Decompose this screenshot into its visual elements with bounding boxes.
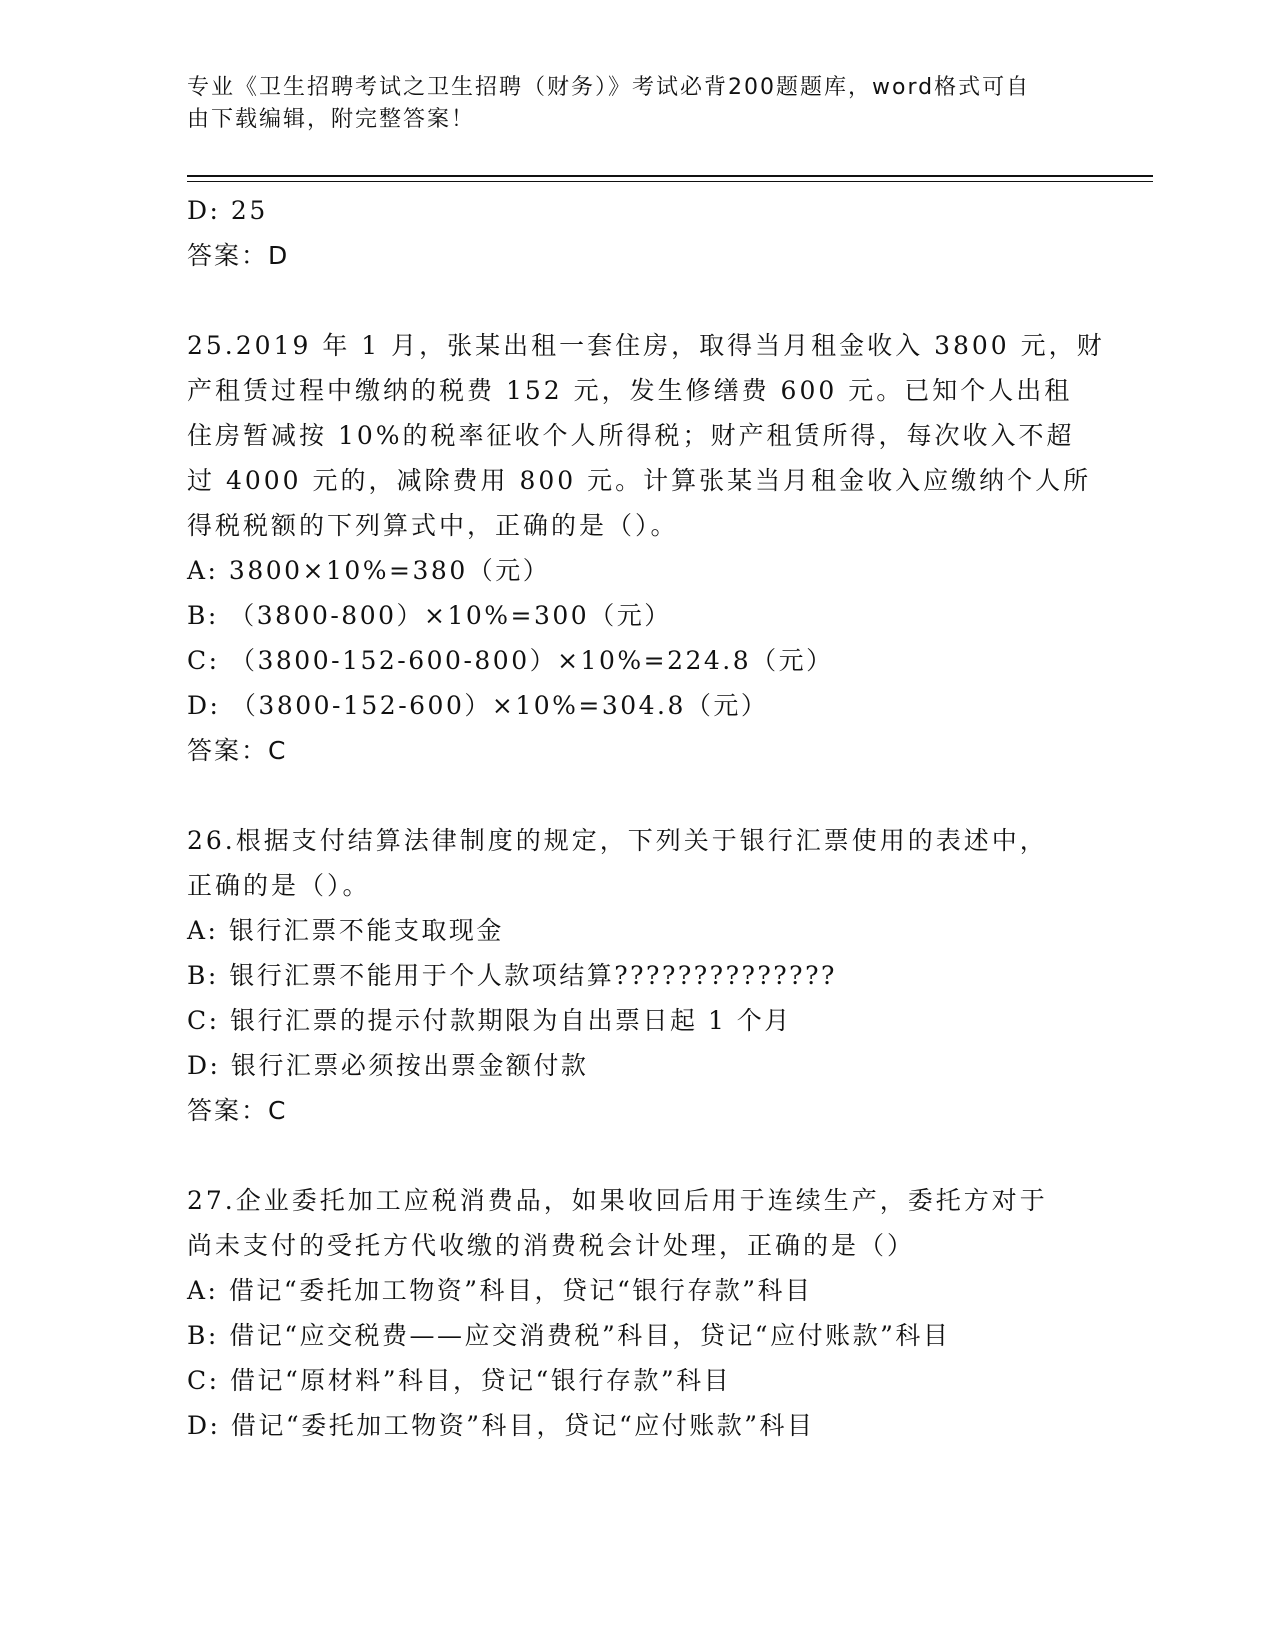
- question-stem-line: 27.企业委托加工应税消费品，如果收回后用于连续生产，委托方对于: [187, 1186, 1048, 1215]
- option-b: B: 银行汇票不能用于个人款项结算??????????????: [187, 961, 837, 990]
- option-b: B: （3800-800）×10%=300（元）: [187, 601, 672, 630]
- question-stem-line: 尚未支付的受托方代收缴的消费税会计处理，正确的是（）: [187, 1231, 916, 1260]
- question-stem-line: 住房暂减按 10%的税率征收个人所得税；财产租赁所得，每次收入不超: [187, 421, 1075, 450]
- previous-question-tail: [187, 188, 1087, 278]
- option-a: A: 借记“委托加工物资”科目，贷记“银行存款”科目: [187, 1276, 813, 1305]
- option-c: C: 借记“原材料”科目，贷记“银行存款”科目: [187, 1366, 732, 1395]
- page-header: [187, 72, 1087, 136]
- question-25: [187, 323, 1105, 773]
- option-d: D: （3800-152-600）×10%=304.8（元）: [187, 691, 769, 720]
- option-c: C: （3800-152-600-800）×10%=224.8（元）: [187, 646, 834, 675]
- question-stem-line: 得税税额的下列算式中，正确的是（）。: [187, 511, 679, 540]
- option-a: A: 3800×10%=380（元）: [187, 556, 551, 585]
- header-divider-thin: [187, 181, 1153, 182]
- header-divider-thick: [187, 175, 1153, 177]
- option-d: D: 借记“委托加工物资”科目，贷记“应付账款”科目: [187, 1411, 815, 1440]
- option-b: B: 借记“应交税费——应交消费税”科目，贷记“应付账款”科目: [187, 1321, 951, 1350]
- option-d: D: 25: [187, 196, 268, 225]
- question-26: [187, 818, 1087, 1133]
- option-a: A: 银行汇票不能支取现金: [187, 916, 504, 945]
- option-d: D: 银行汇票必须按出票金额付款: [187, 1051, 589, 1080]
- answer-line: 答案：D: [187, 241, 290, 270]
- question-stem-line: 正确的是（）。: [187, 871, 371, 900]
- answer-line: 答案：C: [187, 1096, 288, 1125]
- question-stem-line: 过 4000 元的，减除费用 800 元。计算张某当月租金收入应缴纳个人所: [187, 466, 1092, 495]
- header-line-2: 由下载编辑，附完整答案！: [187, 107, 476, 132]
- option-c: C: 银行汇票的提示付款期限为自出票日起 1 个月: [187, 1006, 792, 1035]
- question-stem-line: 产租赁过程中缴纳的税费 152 元，发生修缮费 600 元。已知个人出租: [187, 376, 1073, 405]
- document-body: [187, 188, 1105, 1448]
- answer-line: 答案：C: [187, 736, 288, 765]
- header-line-1: 专业《卫生招聘考试之卫生招聘（财务）》考试必背200题题库，word格式可自: [187, 75, 1031, 100]
- question-27: [187, 1178, 1087, 1448]
- question-stem-line: 25.2019 年 1 月，张某出租一套住房，取得当月租金收入 3800 元，财: [187, 331, 1105, 360]
- question-stem-line: 26.根据支付结算法律制度的规定，下列关于银行汇票使用的表述中，: [187, 826, 1048, 855]
